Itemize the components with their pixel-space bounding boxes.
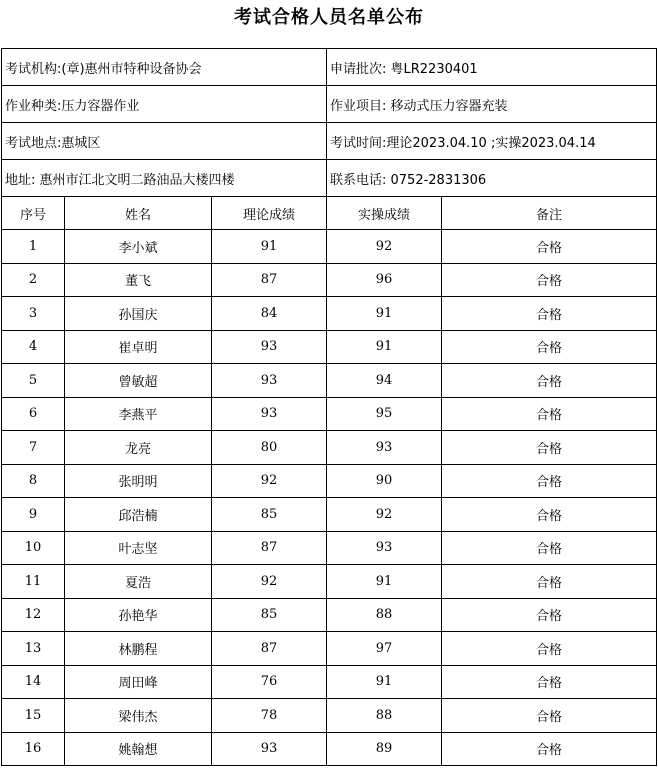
cell-no: 7	[2, 431, 65, 465]
cell-name: 梁伟杰	[65, 699, 212, 733]
cell-remark: 合格	[442, 263, 657, 297]
cell-remark: 合格	[442, 431, 657, 465]
cell-name: 崔卓明	[65, 330, 212, 364]
cell-remark: 合格	[442, 464, 657, 498]
cell-name: 曾敏超	[65, 364, 212, 398]
cell-name: 姚翰想	[65, 732, 212, 766]
header-name: 姓名	[65, 197, 212, 230]
cell-name: 夏浩	[65, 565, 212, 599]
cell-name: 周田峰	[65, 665, 212, 699]
cell-practice: 92	[327, 498, 442, 532]
cell-remark: 合格	[442, 665, 657, 699]
cell-practice: 88	[327, 598, 442, 632]
work-item-cell: 作业项目: 移动式压力容器充装	[327, 86, 657, 123]
cell-practice: 91	[327, 565, 442, 599]
table-row	[2, 464, 657, 498]
cell-theory: 91	[212, 230, 327, 264]
cell-no: 11	[2, 565, 65, 599]
cell-theory: 78	[212, 699, 327, 733]
table-row	[2, 431, 657, 465]
cell-remark: 合格	[442, 632, 657, 666]
cell-remark: 合格	[442, 598, 657, 632]
cell-name: 龙亮	[65, 431, 212, 465]
cell-theory: 84	[212, 297, 327, 331]
exam-org-cell: 考试机构:(章)惠州市特种设备协会	[2, 49, 327, 86]
table-row	[2, 230, 657, 264]
cell-name: 董飞	[65, 263, 212, 297]
cell-name: 邱浩楠	[65, 498, 212, 532]
cell-remark: 合格	[442, 565, 657, 599]
cell-practice: 93	[327, 531, 442, 565]
cell-practice: 88	[327, 699, 442, 733]
cell-no: 16	[2, 732, 65, 766]
exam-time-cell: 考试时间:理论2023.04.10 ;实操2023.04.14	[327, 123, 657, 160]
cell-theory: 93	[212, 397, 327, 431]
cell-theory: 76	[212, 665, 327, 699]
cell-remark: 合格	[442, 397, 657, 431]
cell-remark: 合格	[442, 297, 657, 331]
address-cell: 地址: 惠州市江北文明二路油品大楼四楼	[2, 160, 327, 197]
cell-theory: 87	[212, 531, 327, 565]
cell-practice: 97	[327, 632, 442, 666]
cell-theory: 93	[212, 364, 327, 398]
exam-location-cell: 考试地点:惠城区	[2, 123, 327, 160]
cell-remark: 合格	[442, 531, 657, 565]
header-theory: 理论成绩	[212, 197, 327, 230]
cell-remark: 合格	[442, 230, 657, 264]
info-row-org	[2, 49, 657, 86]
info-row-location	[2, 123, 657, 160]
cell-practice: 93	[327, 431, 442, 465]
cell-no: 6	[2, 397, 65, 431]
info-row-address	[2, 160, 657, 197]
cell-no: 2	[2, 263, 65, 297]
cell-remark: 合格	[442, 498, 657, 532]
cell-theory: 87	[212, 632, 327, 666]
table-row	[2, 632, 657, 666]
header-remark: 备注	[442, 197, 657, 230]
cell-theory: 87	[212, 263, 327, 297]
info-row-type	[2, 86, 657, 123]
cell-no: 12	[2, 598, 65, 632]
table-row	[2, 397, 657, 431]
table-row	[2, 297, 657, 331]
results-table-body	[2, 49, 657, 766]
cell-no: 13	[2, 632, 65, 666]
cell-no: 15	[2, 699, 65, 733]
cell-theory: 85	[212, 598, 327, 632]
cell-no: 1	[2, 230, 65, 264]
cell-remark: 合格	[442, 330, 657, 364]
table-row	[2, 330, 657, 364]
cell-theory: 93	[212, 732, 327, 766]
table-row	[2, 531, 657, 565]
batch-cell: 申请批次: 粤LR2230401	[327, 49, 657, 86]
cell-name: 李小斌	[65, 230, 212, 264]
table-row	[2, 364, 657, 398]
cell-no: 8	[2, 464, 65, 498]
cell-practice: 91	[327, 297, 442, 331]
cell-no: 3	[2, 297, 65, 331]
cell-practice: 89	[327, 732, 442, 766]
table-row	[2, 665, 657, 699]
cell-practice: 94	[327, 364, 442, 398]
cell-name: 叶志坚	[65, 531, 212, 565]
cell-name: 李燕平	[65, 397, 212, 431]
cell-name: 孙国庆	[65, 297, 212, 331]
cell-practice: 96	[327, 263, 442, 297]
cell-theory: 92	[212, 464, 327, 498]
cell-name: 张明明	[65, 464, 212, 498]
table-row	[2, 732, 657, 766]
cell-practice: 90	[327, 464, 442, 498]
table-header-row	[2, 197, 657, 230]
cell-no: 10	[2, 531, 65, 565]
table-row	[2, 565, 657, 599]
cell-practice: 92	[327, 230, 442, 264]
cell-theory: 85	[212, 498, 327, 532]
table-row	[2, 498, 657, 532]
cell-remark: 合格	[442, 699, 657, 733]
cell-theory: 92	[212, 565, 327, 599]
phone-cell: 联系电话: 0752-2831306	[327, 160, 657, 197]
header-no: 序号	[2, 197, 65, 230]
cell-practice: 91	[327, 330, 442, 364]
cell-remark: 合格	[442, 364, 657, 398]
table-row	[2, 598, 657, 632]
cell-theory: 80	[212, 431, 327, 465]
cell-remark: 合格	[442, 732, 657, 766]
cell-theory: 93	[212, 330, 327, 364]
document-title: 考试合格人员名单公布	[234, 7, 424, 28]
cell-name: 孙艳华	[65, 598, 212, 632]
header-practice: 实操成绩	[327, 197, 442, 230]
table-row	[2, 263, 657, 297]
cell-no: 14	[2, 665, 65, 699]
table-row	[2, 699, 657, 733]
cell-practice: 95	[327, 397, 442, 431]
cell-practice: 91	[327, 665, 442, 699]
results-table	[1, 48, 657, 766]
cell-no: 5	[2, 364, 65, 398]
cell-no: 4	[2, 330, 65, 364]
work-type-cell: 作业种类:压力容器作业	[2, 86, 327, 123]
cell-name: 林鹏程	[65, 632, 212, 666]
cell-no: 9	[2, 498, 65, 532]
